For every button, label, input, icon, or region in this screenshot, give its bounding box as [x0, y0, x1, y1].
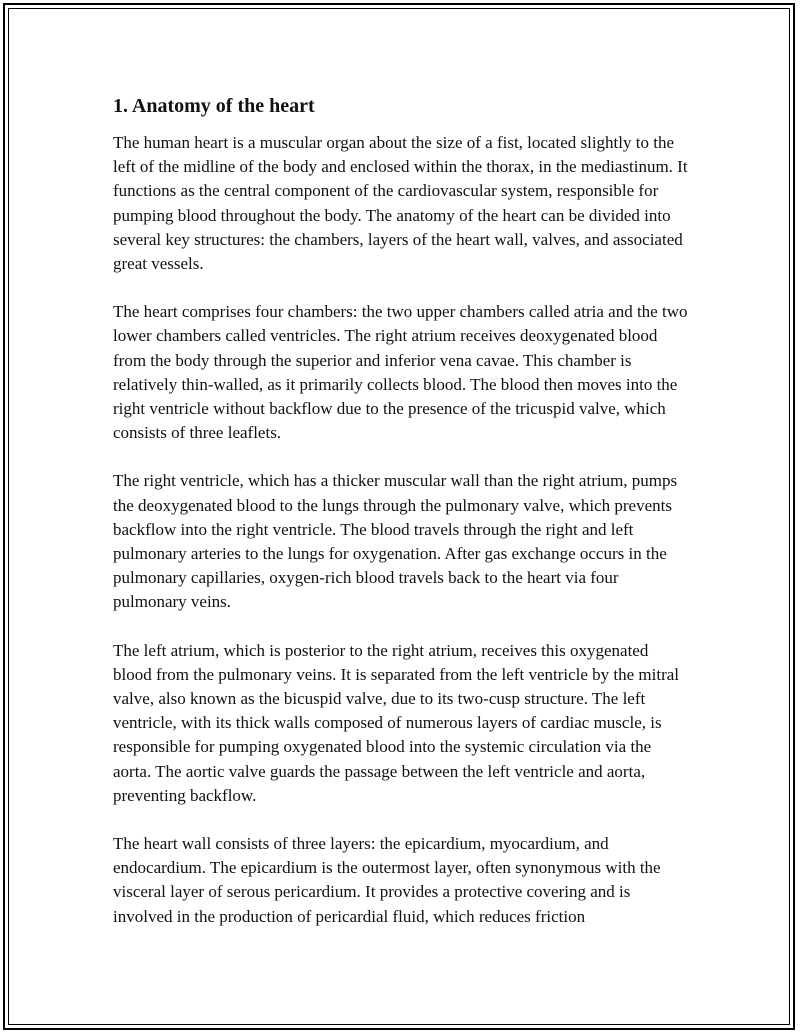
paragraph-right-ventricle: The right ventricle, which has a thicker muscular wall than the right atrium, pumps the deoxygenated blood to the lungs through the pulmonary valve, which prevents backflow into the right ventricle. The blood travels through the right and left pulmonary arteries to the lungs for oxygenation. After gas exchange occurs in the pulmonary capillaries, oxygen-rich blood travels back to the heart via four pulmonary veins. [113, 471, 678, 612]
paragraph-left-atrium: The left atrium, which is posterior to the right atrium, receives this oxygenated blood from the pulmonary veins. It is separated from the left ventricle by the mitral valve, also known as the bicuspid valve, due to its two-cusp structure. The left ventricle, with its thick walls composed of numerous layers of cardiac muscle, is responsible for pumping oxygenated blood into the systemic circulation via the aorta. The aortic valve guards the passage between the left ventricle and aorta, preventing backflow. [113, 640, 680, 805]
paragraph-four-chambers: The heart comprises four chambers: the two upper chambers called atria and the two lower chambers called ventricles. The right atrium receives deoxygenated blood from the body through the superior and inferior vena cavae. This chamber is relatively thin-walled, as it primarily collects blood. The blood then moves into the right ventricle without backflow due to the presence of the tricuspid valve, which consists of three leaflets. [113, 302, 688, 443]
document-body [113, 91, 688, 953]
paragraph-chambers-overview: The human heart is a muscular organ about the size of a fist, located slightly to the left of the midline of the body and enclosed within the thorax, in the mediastinum. It functions as the central component of the cardiovascular system, responsible for pumping blood throughout the body. The anatomy of the heart can be divided into several key structures: the chambers, layers of the heart wall, valves, and associated great vessels. [113, 133, 688, 274]
section-heading: 1. Anatomy of the heart [113, 95, 315, 117]
paragraph-heart-wall: The heart wall consists of three layers: the epicardium, myocardium, and endocardium. The epicardium is the outermost layer, often synonymous with the visceral layer of serous pericardium. It provides a protective covering and is involved in the production of pericardial fluid, which reduces friction [113, 834, 661, 926]
